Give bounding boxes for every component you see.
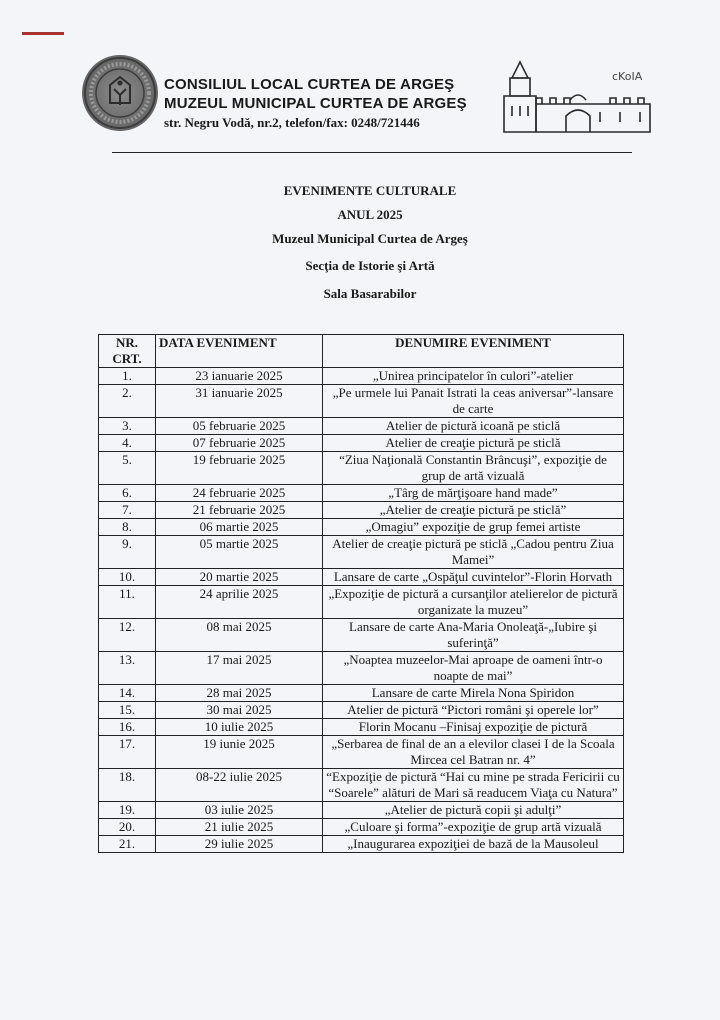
table-row (99, 685, 624, 702)
row-date: 08-22 iulie 2025 (156, 769, 323, 802)
row-date: 28 mai 2025 (156, 685, 323, 702)
row-event-name: „Atelier de creaţie pictură pe sticlă” (323, 502, 624, 519)
row-date: 19 februarie 2025 (156, 452, 323, 485)
row-event-name: „Expoziţie de pictură a cursanţilor atelierelor de pictură organizate la muzeu” (323, 586, 624, 619)
museum-address: str. Negru Vodă, nr.2, telefon/fax: 0248/721446 (164, 115, 420, 130)
row-event-name: “Expoziţie de pictură “Hai cu mine pe strada Fericirii cu “Soarele” alături de Mari să readucem Viaţa cu Natura” (323, 769, 624, 802)
row-nr: 7. (99, 502, 156, 519)
row-nr: 1. (99, 368, 156, 385)
row-event-name: Lansare de carte Mirela Nona Spiridon (323, 685, 624, 702)
row-event-name: Atelier de creaţie pictură pe sticlă (323, 435, 624, 452)
row-date: 20 martie 2025 (156, 569, 323, 586)
row-nr: 2. (99, 385, 156, 418)
row-nr: 17. (99, 736, 156, 769)
handwritten-mark: cKoIA (612, 70, 643, 83)
row-date: 10 iulie 2025 (156, 719, 323, 736)
table-row (99, 769, 624, 802)
row-event-name: „Târg de mărţişoare hand made” (323, 485, 624, 502)
header-name: DENUMIRE EVENIMENT (323, 335, 624, 368)
row-nr: 3. (99, 418, 156, 435)
row-nr: 21. (99, 836, 156, 853)
table-row (99, 519, 624, 536)
doc-hall: Sala Basarabilor (323, 286, 417, 301)
red-corner-mark (22, 32, 64, 35)
doc-section: Secţia de Istorie şi Artă (305, 258, 435, 273)
museum-seal-logo (82, 55, 158, 131)
row-date: 21 februarie 2025 (156, 502, 323, 519)
row-event-name: „Unirea principatelor în culori”-atelier (323, 368, 624, 385)
row-event-name: Florin Mocanu –Finisaj expoziţie de pictură (323, 719, 624, 736)
row-event-name: „Noaptea muzeelor-Mai aproape de oameni într-o noapte de mai” (323, 652, 624, 685)
row-date: 23 ianuarie 2025 (156, 368, 323, 385)
table-row (99, 502, 624, 519)
table-row (99, 385, 624, 418)
table-row (99, 368, 624, 385)
row-date: 24 aprilie 2025 (156, 586, 323, 619)
row-event-name: „Omagiu” expoziţie de grup femei artiste (323, 519, 624, 536)
row-event-name: “Ziua Naţională Constantin Brâncuşi”, expoziţie de grup de artă vizuală (323, 452, 624, 485)
doc-title: EVENIMENTE CULTURALE (283, 183, 457, 198)
row-nr: 18. (99, 769, 156, 802)
table-row (99, 435, 624, 452)
row-event-name: „Atelier de pictură copii şi adulţi” (323, 802, 624, 819)
row-date: 31 ianuarie 2025 (156, 385, 323, 418)
row-date: 21 iulie 2025 (156, 819, 323, 836)
table-row (99, 736, 624, 769)
row-date: 03 iulie 2025 (156, 802, 323, 819)
doc-museum-name: Muzeul Municipal Curtea de Argeş (272, 231, 468, 246)
row-nr: 8. (99, 519, 156, 536)
table-row (99, 569, 624, 586)
row-nr: 19. (99, 802, 156, 819)
events-table (98, 334, 624, 853)
table-row (99, 418, 624, 435)
row-event-name: „Inaugurarea expoziţiei de bază de la Mausoleul (323, 836, 624, 853)
row-event-name: Lansare de carte „Ospăţul cuvintelor”-Florin Horvath (323, 569, 624, 586)
row-nr: 11. (99, 586, 156, 619)
table-row (99, 485, 624, 502)
row-nr: 10. (99, 569, 156, 586)
row-event-name: Atelier de pictură “Pictori români şi operele lor” (323, 702, 624, 719)
row-nr: 16. (99, 719, 156, 736)
table-row (99, 652, 624, 685)
table-row (99, 719, 624, 736)
row-date: 07 februarie 2025 (156, 435, 323, 452)
museum-title: MUZEUL MUNICIPAL CURTEA DE ARGEŞ (164, 95, 467, 112)
row-event-name: „Serbarea de final de an a elevilor clasei I de la Scoala Mircea cel Batran nr. 4” (323, 736, 624, 769)
row-event-name: Atelier de pictură icoană pe sticlă (323, 418, 624, 435)
row-nr: 20. (99, 819, 156, 836)
doc-year: ANUL 2025 (337, 207, 403, 222)
row-nr: 5. (99, 452, 156, 485)
row-event-name: „Culoare şi forma”-expoziţie de grup artă vizuală (323, 819, 624, 836)
row-date: 17 mai 2025 (156, 652, 323, 685)
header-divider (112, 152, 632, 153)
row-nr: 13. (99, 652, 156, 685)
table-row (99, 619, 624, 652)
row-event-name: Atelier de creaţie pictură pe sticlă „Cadou pentru Ziua Mamei” (323, 536, 624, 569)
table-row (99, 586, 624, 619)
row-date: 08 mai 2025 (156, 619, 323, 652)
row-nr: 12. (99, 619, 156, 652)
row-date: 19 iunie 2025 (156, 736, 323, 769)
row-date: 30 mai 2025 (156, 702, 323, 719)
row-nr: 6. (99, 485, 156, 502)
header-nr: NR. CRT. (99, 335, 156, 368)
row-nr: 14. (99, 685, 156, 702)
header-date: DATA EVENIMENT (156, 335, 323, 368)
row-date: 05 februarie 2025 (156, 418, 323, 435)
table-row (99, 802, 624, 819)
row-date: 29 iulie 2025 (156, 836, 323, 853)
row-nr: 15. (99, 702, 156, 719)
table-row (99, 836, 624, 853)
row-date: 06 martie 2025 (156, 519, 323, 536)
row-event-name: „Pe urmele lui Panait Istrati la ceas aniversar”-lansare de carte (323, 385, 624, 418)
table-row (99, 452, 624, 485)
row-date: 05 martie 2025 (156, 536, 323, 569)
row-event-name: Lansare de carte Ana-Maria Onoleaţă-„Iubire şi suferinţă” (323, 619, 624, 652)
row-nr: 4. (99, 435, 156, 452)
council-title: CONSILIUL LOCAL CURTEA DE ARGEŞ (164, 76, 455, 93)
table-row (99, 702, 624, 719)
table-row (99, 536, 624, 569)
table-row (99, 819, 624, 836)
row-date: 24 februarie 2025 (156, 485, 323, 502)
row-nr: 9. (99, 536, 156, 569)
table-header-row (99, 335, 624, 368)
